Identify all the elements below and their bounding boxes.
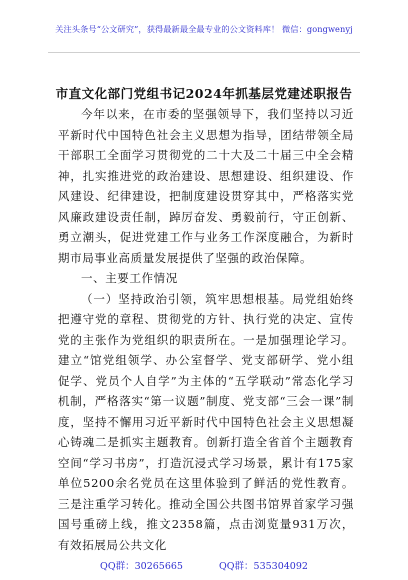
document-title: 市直文化部门党组书记2024年抓基层党建述职报告 xyxy=(55,86,353,101)
page-header xyxy=(0,0,408,58)
paragraph-intro: 今年以来，在市委的坚强领导下，我们坚持以习近平新时代中国特色社会主义思想为指导，团结带领全局干部职工全面学习贯彻党的二十大及二十届三中全会精神，扎实推进党的政治建设、思想建设、组织建设、作风建设、纪律建设，把制度建设贯穿其中，严格落实党风廉政建设责任制，踔厉奋发、勇毅前行，守正创新、勇立潮头，促进党建工作与业务工作深度融合，为新时期市局事业高质量发展提供了坚强的政治保障。 xyxy=(58,107,354,265)
footer-qq-group-2: QQ群：535304092 xyxy=(218,561,308,572)
header-divider xyxy=(48,52,360,53)
paragraph-section-one: （一）坚持政治引领，筑牢思想根基。局党组始终把遵守党的章程、贯彻党的方针、执行党的决定、宣传党的主张作为党组织的职责所在。一是加强理论学习。建立“馆党组领学、办公室督学、党支部研学、党小组促学、党员个人自学”为主体的“五学联动”常态化学习机制，严格落实“第一议题”制度、党支部“三会一课”制度，坚持不懈用习近平新时代中国特色社会主义思想凝心铸魂二是抓实主题教育。创新打造全省首个主题教育空间“学习书房”，打造沉浸式学习场景，累计有175家单位5200余名党员在这里体验到了鲜活的党性教育。三是注重学习转化。推动全国公共图书馆界首家学习强国号重磅上线，推文2358篇，点击浏览量931万次，有效拓展局公共文化 xyxy=(58,291,354,552)
header-note: 关注头条号“公文研究”，获得最新最全最专业的公文资料库！ 微信：gongwenyj xyxy=(55,23,353,34)
section-heading: 一、主要工作情况 xyxy=(81,271,178,285)
page-footer xyxy=(0,550,408,580)
document-body xyxy=(58,104,354,555)
footer-qq-group-1: QQ群：30265665 xyxy=(100,561,183,572)
